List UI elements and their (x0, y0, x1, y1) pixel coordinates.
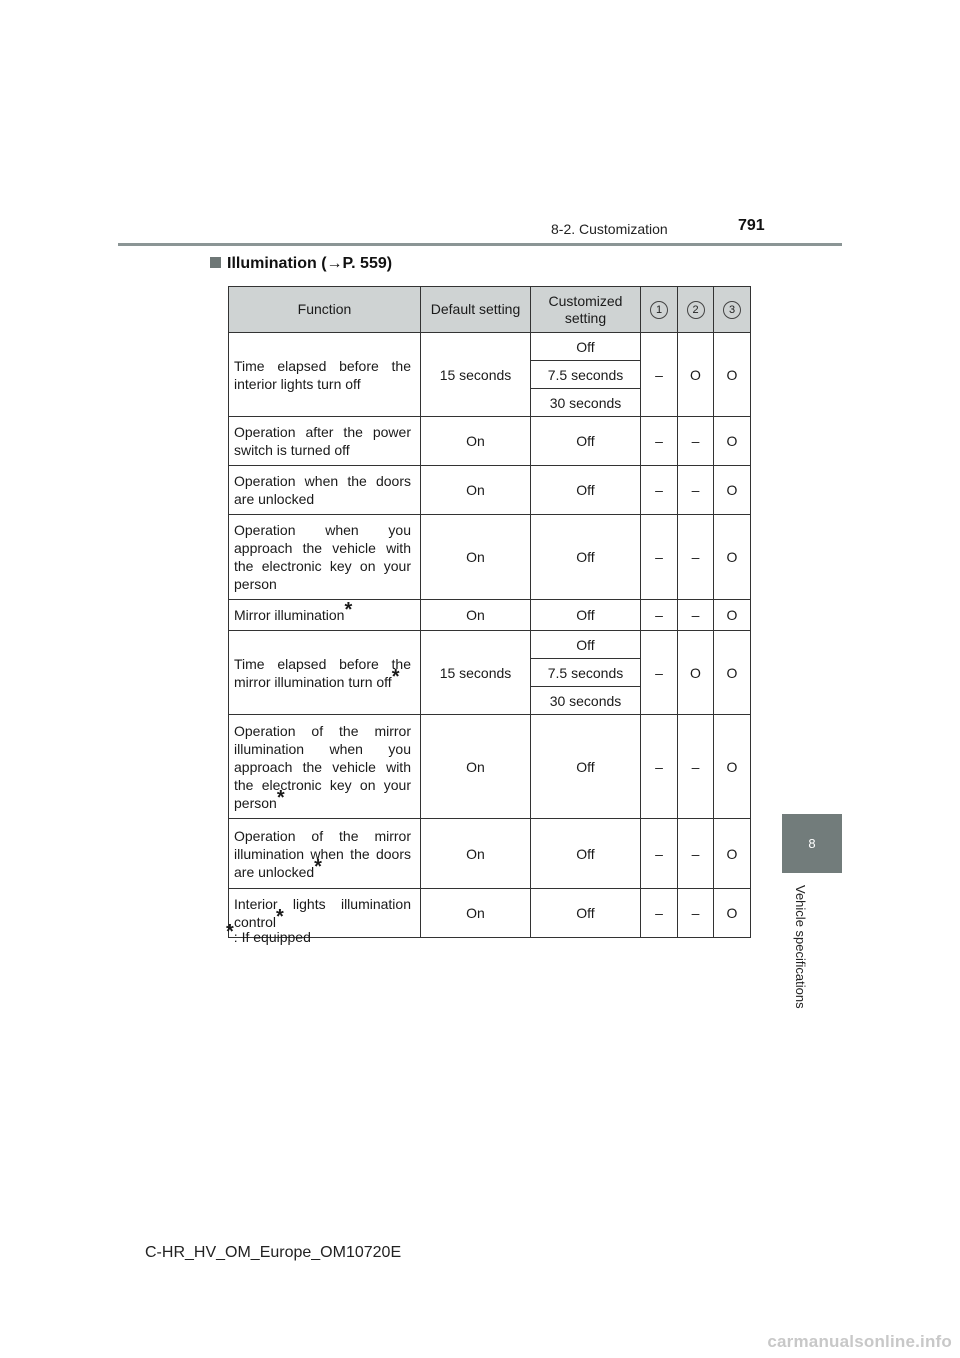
arrow-right-icon: → (326, 255, 343, 272)
default-setting-cell: 15 seconds (421, 631, 531, 715)
customized-setting-cell: Off (531, 631, 641, 659)
function-cell (229, 466, 421, 515)
default-setting-cell: On (421, 889, 531, 938)
mark-col-2: – (678, 889, 714, 938)
table-row (229, 466, 751, 515)
mark-col-1: – (641, 600, 678, 631)
default-setting-cell: 15 seconds (421, 333, 531, 417)
function-cell (229, 715, 421, 819)
customized-setting-cell: 30 seconds (531, 389, 641, 417)
mark-col-3: O (714, 333, 751, 417)
mark-col-1: – (641, 819, 678, 889)
mark-col-1: – (641, 715, 678, 819)
section-heading: 8-2. Customization (551, 221, 668, 237)
customization-table (228, 286, 751, 938)
customized-setting-cell: Off (531, 889, 641, 938)
section-title (210, 255, 392, 273)
header-col-2 (678, 287, 714, 333)
function-cell (229, 333, 421, 417)
mark-col-2: – (678, 600, 714, 631)
chapter-tab[interactable] (782, 814, 842, 873)
customized-setting-cell: Off (531, 417, 641, 466)
customized-setting-cell: Off (531, 600, 641, 631)
customized-setting-cell: 30 seconds (531, 687, 641, 715)
mark-col-2: – (678, 819, 714, 889)
function-text: Operation of the mirror illumination when the doors are unlocked (234, 827, 411, 880)
header-col-3 (714, 287, 751, 333)
mark-col-1: – (641, 631, 678, 715)
mark-col-3: O (714, 417, 751, 466)
customized-setting-cell: Off (531, 515, 641, 600)
header-function: Function (229, 287, 421, 333)
footnote-asterisk: * (226, 921, 234, 943)
mark-col-1: – (641, 889, 678, 938)
footnote-asterisk: * (344, 599, 353, 621)
function-text: Interior lights illumination control (234, 896, 411, 930)
customized-setting-cell: Off (531, 715, 641, 819)
function-text: Operation after the power switch is turned off (234, 424, 411, 458)
default-setting-cell: On (421, 466, 531, 515)
mark-col-2: – (678, 515, 714, 600)
header-col-1 (641, 287, 678, 333)
table-row (229, 417, 751, 466)
circled-number-2-icon: 2 (687, 301, 705, 319)
square-bullet-icon (210, 257, 221, 268)
mark-col-1: – (641, 466, 678, 515)
function-cell (229, 600, 421, 631)
chapter-number: 8 (808, 836, 816, 851)
mark-col-3: O (714, 600, 751, 631)
header-divider (118, 243, 842, 246)
mark-col-3: O (714, 631, 751, 715)
chapter-label: Vehicle specifications (793, 885, 808, 1009)
default-setting-cell: On (421, 417, 531, 466)
mark-col-1: – (641, 417, 678, 466)
mark-col-2: – (678, 417, 714, 466)
table-row (229, 631, 751, 659)
customized-setting-cell: 7.5 seconds (531, 361, 641, 389)
mark-col-1: – (641, 515, 678, 600)
table-row (229, 600, 751, 631)
function-cell (229, 515, 421, 600)
mark-col-3: O (714, 889, 751, 938)
table-header-row (229, 287, 751, 333)
page-number: 791 (738, 217, 765, 234)
page-reference-link[interactable]: P. 559) (342, 255, 393, 272)
mark-col-2: – (678, 466, 714, 515)
customized-setting-cell: Off (531, 333, 641, 361)
function-cell (229, 819, 421, 889)
mark-col-3: O (714, 466, 751, 515)
footnote-text: : If equipped (233, 929, 311, 945)
mark-col-3: O (714, 515, 751, 600)
customized-setting-cell: 7.5 seconds (531, 659, 641, 687)
footnote-asterisk: * (314, 855, 322, 878)
mark-col-1: – (641, 333, 678, 417)
table-row (229, 333, 751, 361)
default-setting-cell: On (421, 715, 531, 819)
customized-setting-cell: Off (531, 466, 641, 515)
table-row (229, 819, 751, 889)
table-row (229, 715, 751, 819)
mark-col-3: O (714, 819, 751, 889)
function-text: Operation when the doors are unlocked (234, 473, 411, 507)
circled-number-1-icon: 1 (650, 301, 668, 319)
mark-col-2: O (678, 631, 714, 715)
table-body (229, 333, 751, 938)
function-text: Time elapsed before the mirror illumination turn off (234, 655, 411, 690)
default-setting-cell: On (421, 819, 531, 889)
table-row (229, 515, 751, 600)
function-text: Operation when you approach the vehicle with the electronic key on your person (234, 522, 411, 592)
function-text: Time elapsed before the interior lights turn off (234, 357, 411, 392)
default-setting-cell: On (421, 600, 531, 631)
customized-setting-cell: Off (531, 819, 641, 889)
section-title-text: Illumination ( (227, 255, 327, 272)
header-default: Default setting (421, 287, 531, 333)
function-cell (229, 417, 421, 466)
watermark: carmanualsonline.info (767, 1332, 952, 1351)
mark-col-3: O (714, 715, 751, 819)
default-setting-cell: On (421, 515, 531, 600)
document-id: C-HR_HV_OM_Europe_OM10720E (145, 1244, 402, 1261)
function-text: Mirror illumination (234, 607, 345, 623)
footnote-asterisk: * (276, 786, 285, 809)
mark-col-2: O (678, 333, 714, 417)
function-text: Operation of the mirror illumination when you approach the vehicle with the electronic key on your person (234, 722, 411, 811)
function-cell (229, 631, 421, 715)
footnote-asterisk: * (391, 665, 400, 688)
header-customized: Customized setting (531, 287, 641, 333)
mark-col-2: – (678, 715, 714, 819)
footnote (226, 921, 311, 945)
footnote-asterisk: * (276, 906, 284, 928)
circled-number-3-icon: 3 (723, 301, 741, 319)
